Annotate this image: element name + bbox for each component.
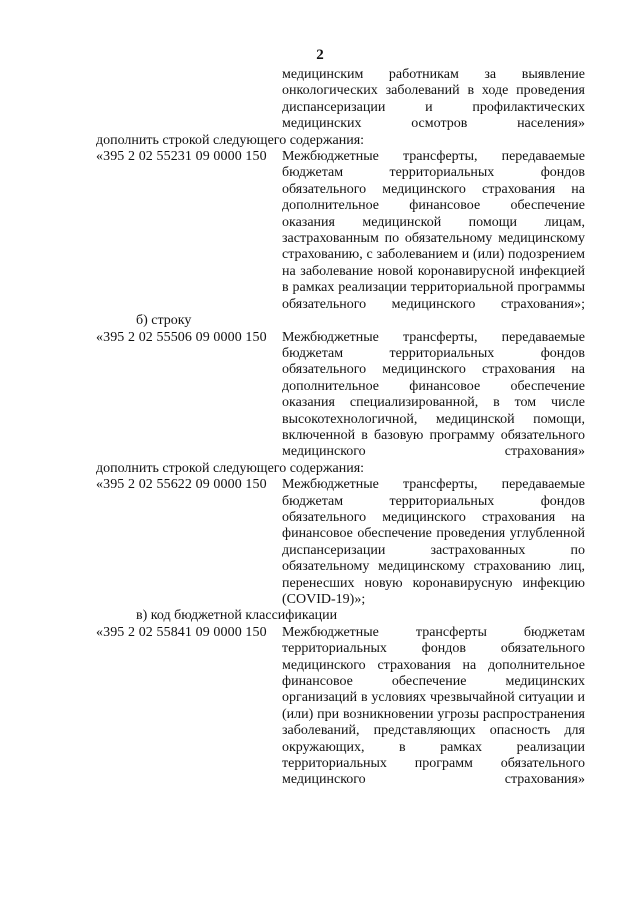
page-number: 2 <box>316 47 324 63</box>
budget-entry-55231 <box>96 149 586 313</box>
budget-code: «395 2 02 55622 09 0000 150 <box>96 477 267 493</box>
budget-description: Межбюджетные трансферты, передаваемые бюджетам территориальных фондов обязательного медицинского страхования на финансовое обеспечение проведения углубленной диспансеризации застрахованных по обязательному медицинскому страхованию лиц, перенесших новую коронавирусную инфекцию (COVID-19)»; <box>282 477 585 607</box>
instruction-item-v: в) код бюджетной классификации <box>136 608 338 624</box>
budget-code: «395 2 02 55841 09 0000 150 <box>96 624 267 640</box>
budget-description: Межбюджетные трансферты бюджетам территориальных фондов обязательного медицинского страхования на дополнительное финансовое обеспечение медицинских организаций в условиях чрезвычайной ситуации и (или) при возникновении угрозы распространения заболеваний, представляющих опасность для окружающих, в рамках реализации территориальных программ обязательного медицинского страхования» <box>282 624 585 788</box>
instruction-item-b: б) строку <box>136 313 192 329</box>
budget-code: «395 2 02 55506 09 0000 150 <box>96 329 267 345</box>
top-continuation <box>96 67 586 133</box>
budget-entry-55841 <box>96 625 586 789</box>
budget-description: Межбюджетные трансферты, передаваемые бюджетам территориальных фондов обязательного медицинского страхования на дополнительное финансовое обеспечение оказания специализированной, в том числе высокотехнологичной, медицинской помощи, включенной в базовую программу обязательного медицинского страхования» <box>282 329 585 460</box>
budget-entry-55506 <box>96 330 586 461</box>
instruction-add-line-1: дополнить строкой следующего содержания: <box>96 132 365 148</box>
document-body <box>96 67 586 789</box>
budget-description: Межбюджетные трансферты, передаваемые бюджетам территориальных фондов обязательного медицинского страхования на дополнительное финансовое обеспечение оказания медицинской помощи лицам, застрахованным по обязательному медицинскому страхованию, с заболеванием и (или) подозрением на заболевание новой коронавирусной инфекцией в рамках реализации территориальной программы обязательного медицинского страхования»; <box>282 149 585 312</box>
budget-code: «395 2 02 55231 09 0000 150 <box>96 149 267 165</box>
top-continuation-text: медицинским работникам за выявление онкологических заболеваний в ходе проведения диспансеризации и профилактических медицинских осмотров населения» <box>282 67 585 132</box>
instruction-add-line-2: дополнить строкой следующего содержания: <box>96 460 365 476</box>
budget-entry-55622 <box>96 477 586 608</box>
